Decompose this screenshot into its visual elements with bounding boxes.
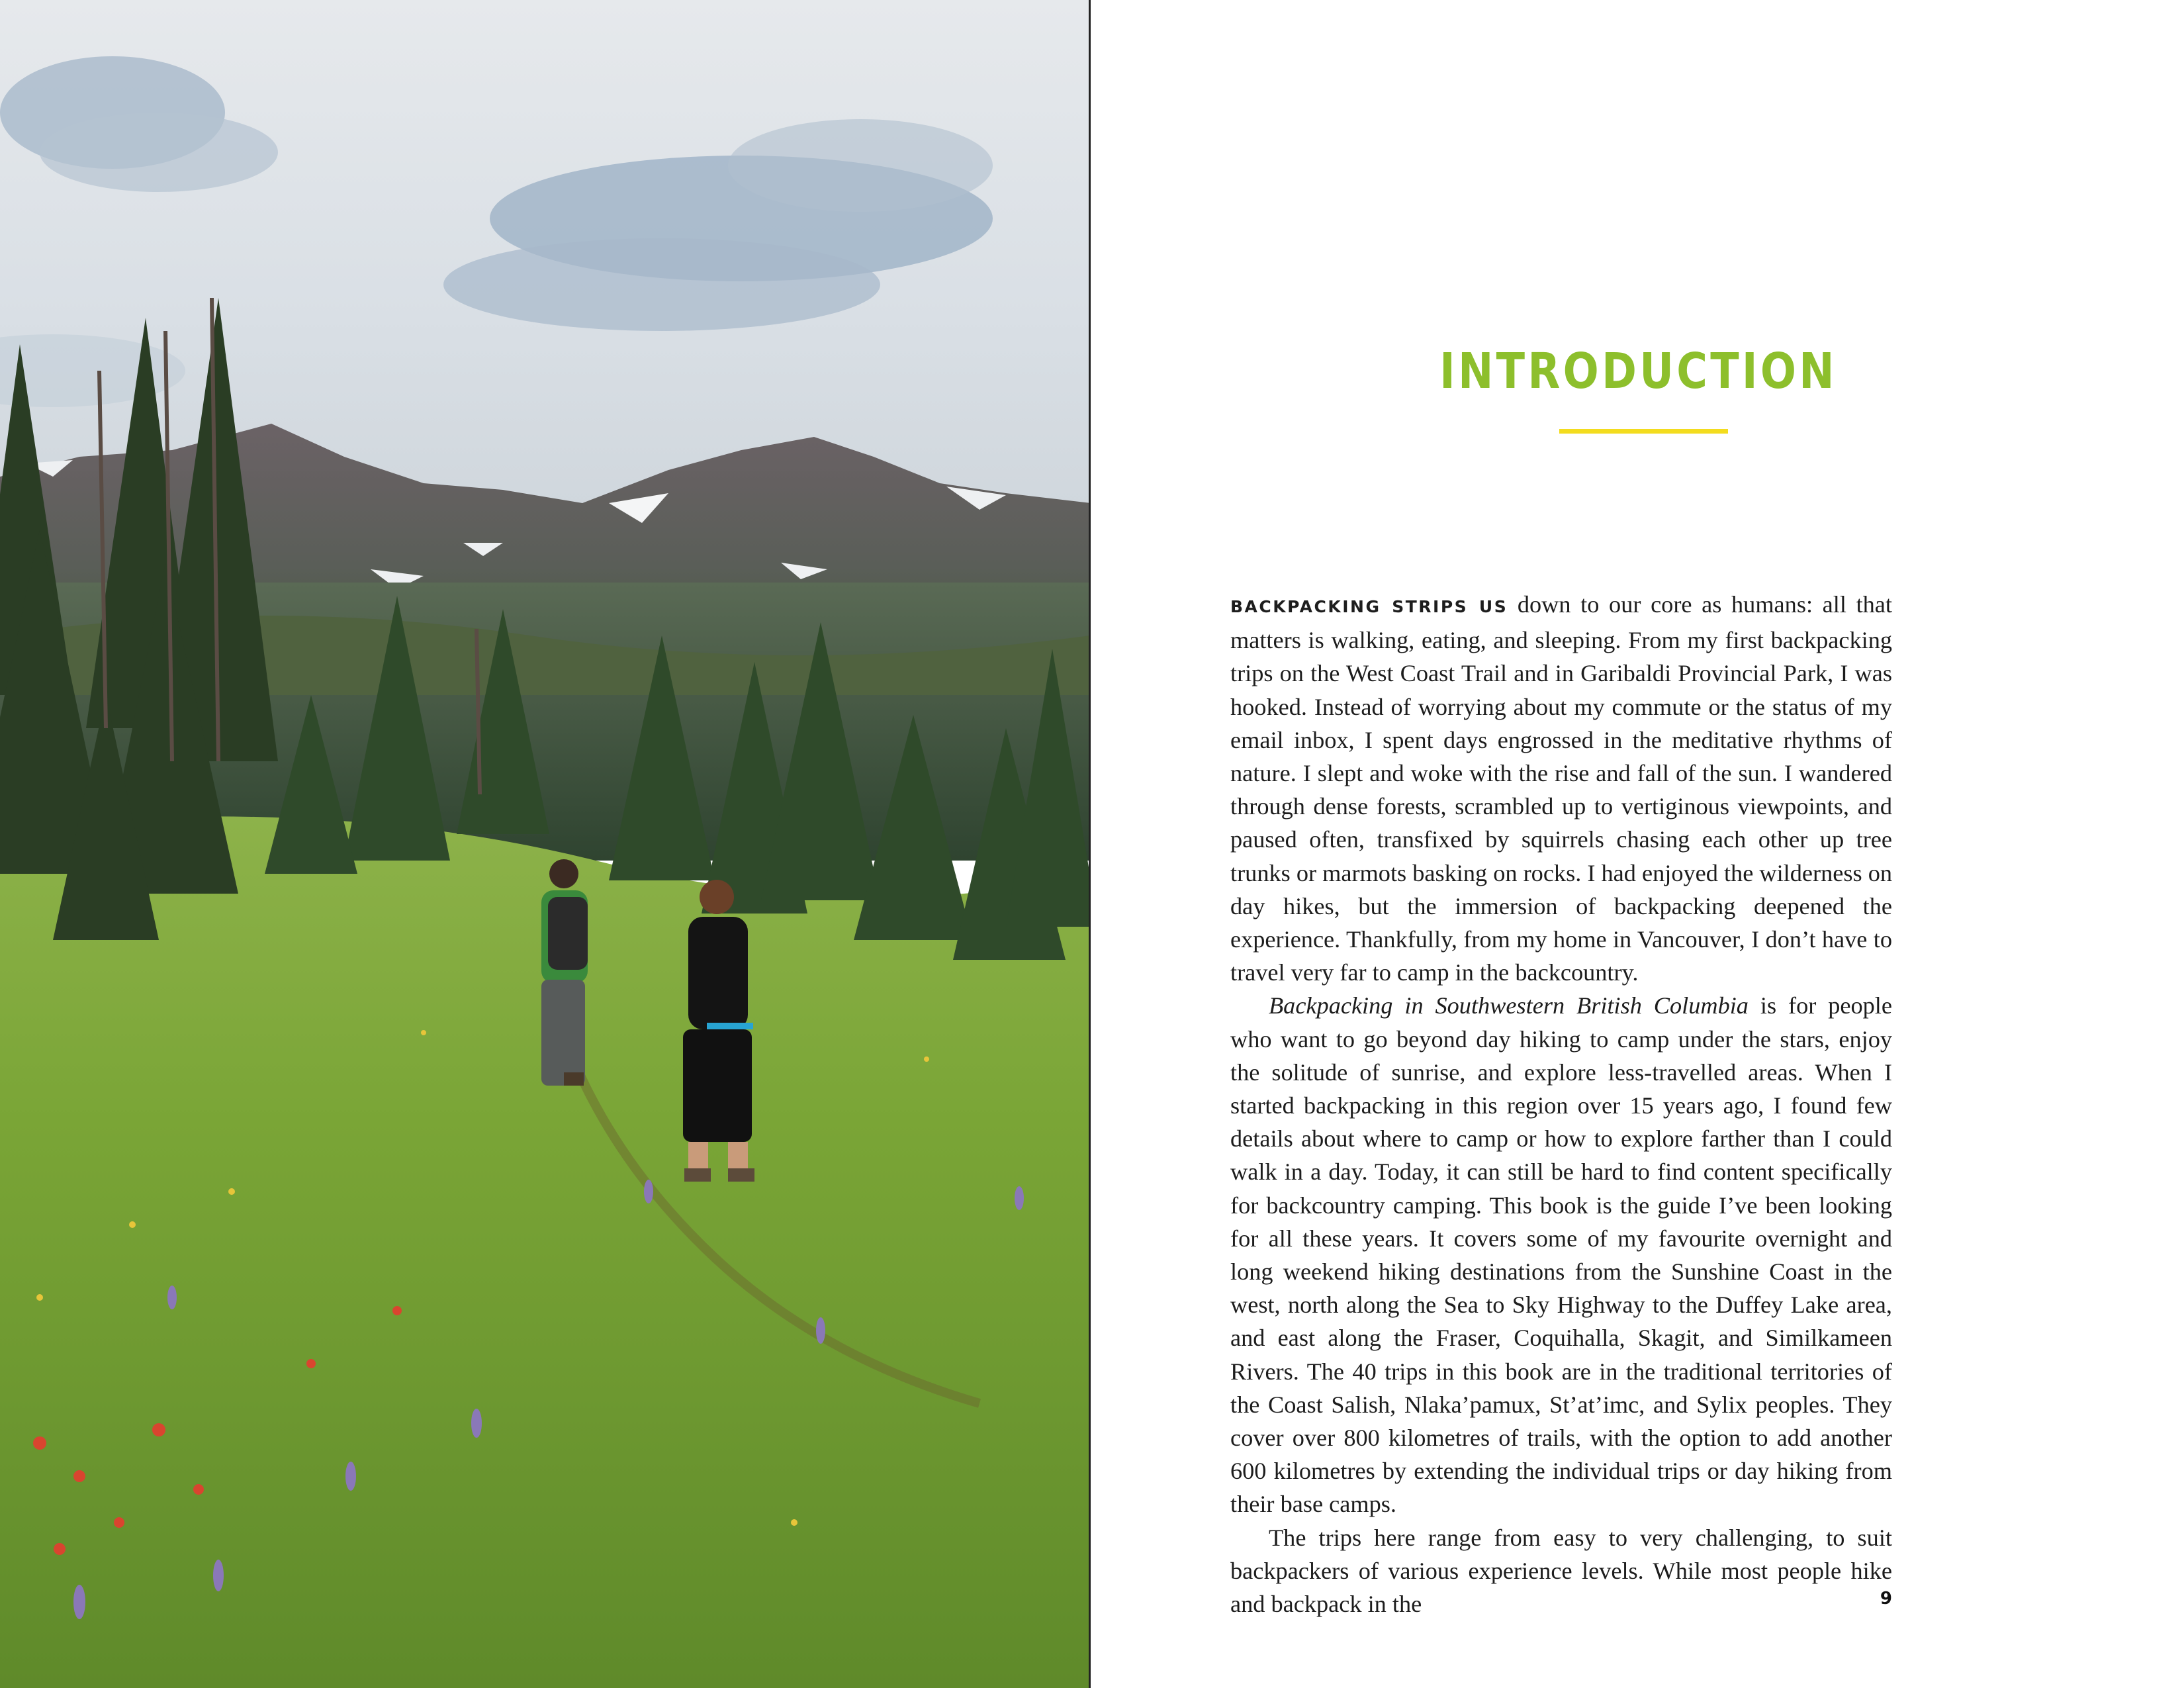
chapter-title: INTRODUCTION xyxy=(1439,343,1837,400)
paragraph-2 xyxy=(1230,989,1892,1521)
hiker-woman xyxy=(683,880,754,1182)
paragraph-3: The trips here range from easy to very challenging, to suit backpackers of various experience levels. While most people hike and backpack in the xyxy=(1230,1524,1892,1618)
body-text xyxy=(1230,588,1892,1620)
paragraph-lead: BACKPACKING STRIPS US xyxy=(1230,597,1508,616)
title-rule xyxy=(1559,429,1728,434)
book-title: Backpacking in Southwestern British Columbia xyxy=(1269,992,1749,1019)
hikers-meadow-photo xyxy=(0,0,1091,1688)
photo-page xyxy=(0,0,1091,1688)
paragraph-2-text: is for people who want to go beyond day hiking to camp under the stars, enjoy the solitude of sunrise, and explore less-travelled areas. When I started backpacking in this region over 15 years ago, I found few details about where to camp or how to explore farther than I could walk in a day. Today, it can still be hard to find content specifically for backcountry camping. This book is the guide I’ve been looking for all these years. It covers some of my favourite overnight and long weekend hiking destinations from the Sunshine Coast in the west, north along the Sea to Sky Highway to the Duffey Lake area, and east along the Fraser, Coquihalla, Skagit, and Similkameen Rivers. The 40 trips in this book are in the traditional territories of the Coast Salish, Nlaka’pamux, St’at’imc, and Sylix peoples. They cover over 800 kilometres of trails, with the option to add another 600 kilometres by extending the individual trips or day hiking from their base camps. xyxy=(1230,992,1892,1518)
paragraph-1-text: down to our core as humans: all that matters is walking, eating, and sleeping. From my first backpacking trips on the West Coast Trail and in Garibaldi Provincial Park, I was hooked. Instead of worrying about my commute or the status of my email inbox, I spent days engrossed in the meditative rhythms of nature. I slept and woke with the rise and fall of the sun. I wandered through dense forests, scrambled up to vertiginous viewpoints, and paused often, transfixed by squirrels chasing each other up tree trunks or marmots basking on rocks. I had enjoyed the wilderness on day hikes, but the immersion of backpacking deepened the experience. Thankfully, from my home in Vancouver, I don’t have to travel very far to camp in the backcountry. xyxy=(1230,591,1893,986)
hiker-man xyxy=(541,859,588,1086)
paragraph-1 xyxy=(1230,588,1892,989)
text-page xyxy=(1093,0,2184,1688)
page-number: 9 xyxy=(1880,1589,1892,1609)
